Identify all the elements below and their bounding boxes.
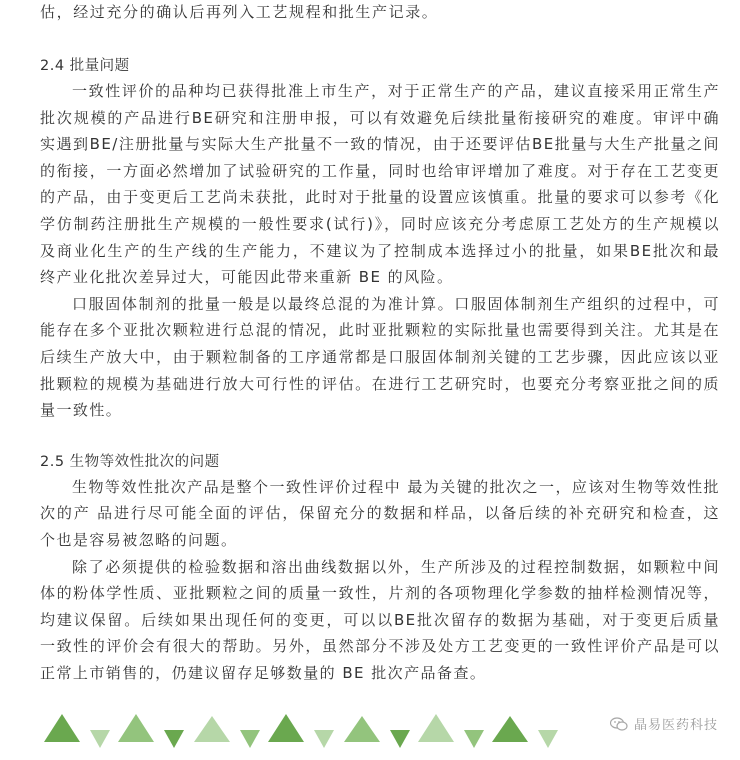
- wechat-icon: [610, 717, 628, 731]
- triangle-up-icon: [194, 716, 230, 742]
- triangle-down-icon: [90, 730, 110, 748]
- triangle-up-icon: [118, 714, 154, 742]
- triangle-down-icon: [390, 730, 410, 748]
- paragraph: 除了必须提供的检验数据和溶出曲线数据以外，生产所涉及的过程控制数据，如颗粒中间体的粉体学性质、亚批颗粒之间的质量一致性，片剂的各项物理化学参数的抽样检测情况等，均建议保留。后续如果出现任何的变更，可以以BE批次留存的数据为基础，对于变更后质量一致性的评价会有很大的帮助。另外，虽然部分不涉及处方工艺变更的一致性评价产品是可以正常上市销售的，仍建议留存足够数量的 BE 批次产品备查。: [40, 557, 720, 682]
- triangle-up-icon: [344, 716, 380, 742]
- triangle-up-icon: [492, 716, 528, 742]
- triangle-down-icon: [538, 730, 558, 748]
- triangle-down-icon: [314, 730, 334, 748]
- triangle-down-icon: [240, 730, 260, 748]
- article-body: [40, 0, 720, 686]
- watermark: [610, 714, 718, 733]
- section-heading-2-4: 2.4 批量问题: [40, 58, 130, 74]
- section-heading-2-5: 2.5 生物等效性批次的问题: [40, 453, 220, 470]
- watermark-text: 晶易医药科技: [633, 718, 718, 733]
- triangle-up-icon: [418, 714, 454, 742]
- triangle-down-icon: [164, 730, 184, 748]
- paragraph: 一致性评价的品种均已获得批准上市生产，对于正常生产的产品，建议直接采用正常生产批次规模的产品进行BE研究和注册申报，可以有效避免后续批量衔接研究的难度。审评中确实遇到BE/注册批量与实际大生产批量不一致的情况，由于还要评估BE批量与大生产批量之间的衔接，一方面必然增加了试验研究的工作量，同时也给审评增加了难度。对于存在工艺变更的产品，由于变更后工艺尚未获批，此时对于批量的设置应该慎重。批量的要求可以参考《化学仿制药注册批生产规模的一般性要求(试行)》，同时应该充分考虑原工艺处方的生产规模以及商业化生产的生产线的生产能力，不建议为了控制成本选择过小的批量，如果BE批次和最终产业化批次差异过大，可能因此带来重新 BE 的风险。: [40, 82, 720, 287]
- triangle-down-icon: [464, 730, 484, 748]
- paragraph: 生物等效性批次产品是整个一致性评价过程中 最为关键的批次之一，应该对生物等效性批次的产 品进行尽可能全面的评估，保留充分的数据和样品，以备后续的补充研究和检查，这个也是容易被忽略的问题。: [40, 477, 720, 549]
- triangle-up-icon: [268, 714, 304, 742]
- paragraph: 口服固体制剂的批量一般是以最终总混的为准计算。口服固体制剂生产组织的过程中，可能存在多个亚批次颗粒进行总混的情况，此时亚批颗粒的实际批量也需要得到关注。尤其是在后续生产放大中，由于颗粒制备的工序通常都是口服固体制剂关键的工艺步骤，因此应该以亚批颗粒的规模为基础进行放大可行性的评估。在进行工艺研究时，也要充分考察亚批之间的质量一致性。: [40, 294, 720, 420]
- continued-text-line: 估，经过充分的确认后再列入工艺规程和批生产记录。: [40, 3, 439, 21]
- triangle-up-icon: [44, 714, 80, 742]
